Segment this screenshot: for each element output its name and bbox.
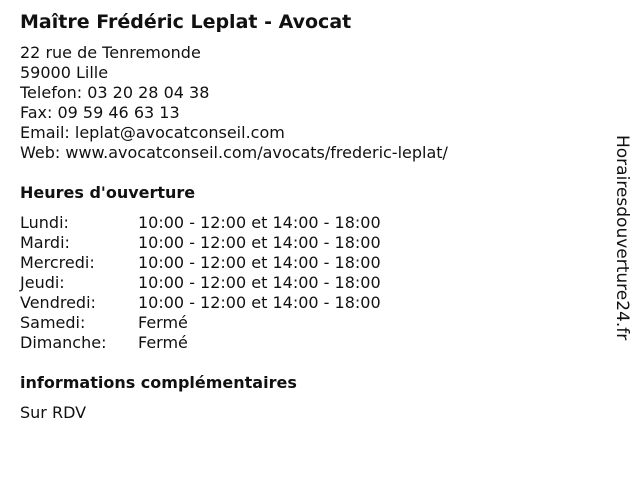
day-label: Mercredi: xyxy=(20,253,95,272)
day-label: Dimanche: xyxy=(20,333,107,352)
address-street: 22 rue de Tenremonde xyxy=(20,43,201,62)
day-hours: Fermé xyxy=(138,313,188,332)
day-hours: 10:00 - 12:00 et 14:00 - 18:00 xyxy=(138,293,381,312)
address-city: 59000 Lille xyxy=(20,63,109,82)
email-link[interactable]: Email: leplat@avocatconseil.com xyxy=(20,123,285,142)
fax-number: Fax: 09 59 46 63 13 xyxy=(20,103,180,122)
day-label: Jeudi: xyxy=(20,273,65,292)
additional-info-text: Sur RDV xyxy=(20,403,87,422)
day-hours: Fermé xyxy=(138,333,188,352)
day-label: Lundi: xyxy=(20,213,69,232)
hours-row-saturday xyxy=(20,313,600,333)
hours-row-friday xyxy=(20,293,600,313)
hours-row-monday xyxy=(20,213,600,233)
day-hours: 10:00 - 12:00 et 14:00 - 18:00 xyxy=(138,213,381,232)
day-label: Mardi: xyxy=(20,233,70,252)
hours-heading: Heures d'ouverture xyxy=(20,183,196,202)
hours-table xyxy=(20,213,600,353)
hours-row-wednesday xyxy=(20,253,600,273)
day-label: Vendredi: xyxy=(20,293,96,312)
day-label: Samedi: xyxy=(20,313,86,332)
day-hours: 10:00 - 12:00 et 14:00 - 18:00 xyxy=(138,233,381,252)
day-hours: 10:00 - 12:00 et 14:00 - 18:00 xyxy=(138,253,381,272)
day-hours: 10:00 - 12:00 et 14:00 - 18:00 xyxy=(138,273,381,292)
page-title: Maître Frédéric Leplat - Avocat xyxy=(20,11,352,33)
hours-row-tuesday xyxy=(20,233,600,253)
hours-row-sunday xyxy=(20,333,600,353)
website-link[interactable]: Web: www.avocatconseil.com/avocats/frederic-leplat/ xyxy=(20,143,448,162)
site-watermark: Horairesdouverture24.fr xyxy=(612,135,632,341)
business-card xyxy=(20,10,600,423)
additional-info-heading: informations complémentaires xyxy=(20,373,297,392)
phone-number: Telefon: 03 20 28 04 38 xyxy=(20,83,210,102)
hours-row-thursday xyxy=(20,273,600,293)
